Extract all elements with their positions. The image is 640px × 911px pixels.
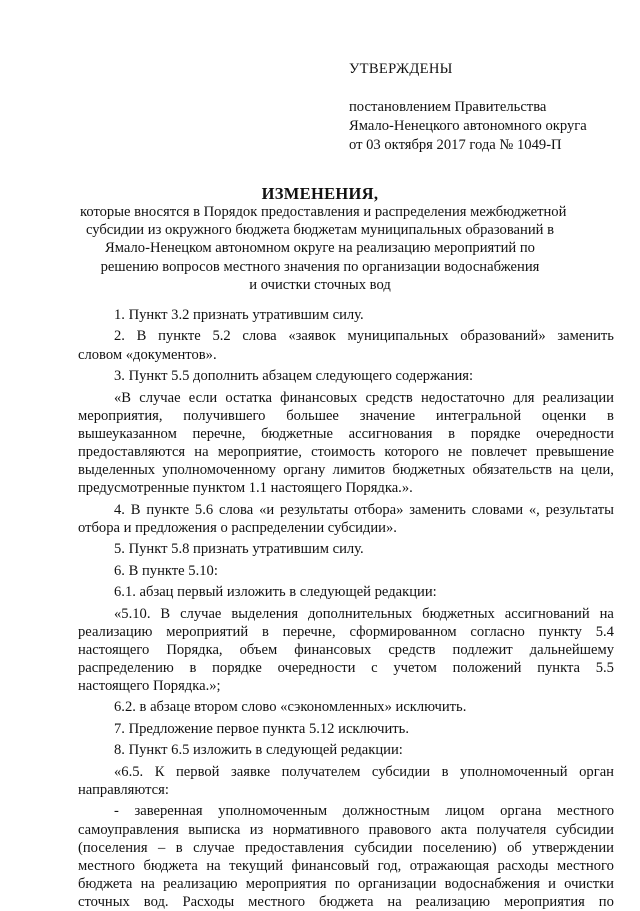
body-line: настоящего Порядка.»; xyxy=(78,677,221,694)
subtitle-line: субсидии из окружного бюджета бюджетам муниципальных образований в xyxy=(85,222,555,239)
subtitle-line: которые вносятся в Порядок предоставления и распределения межбюджетной xyxy=(80,204,567,220)
document-title: ИЗМЕНЕНИЯ, xyxy=(261,184,379,203)
body-line: - заверенная уполномоченным должностным лицом органа местного xyxy=(114,803,614,820)
body-line: бюджета на реализацию мероприятия по организации водоснабжения и очистки xyxy=(78,875,614,892)
body-line: «6.5. К первой заявке получателем субсидии в уполномоченный орган xyxy=(114,763,614,780)
body-line: вышеуказанном перечне, бюджетные ассигнования в порядке очередности xyxy=(78,425,614,442)
body-line: 4. В пункте 5.6 слова «и результаты отбора» заменить словами «, результаты xyxy=(114,501,614,518)
body-line: 6. В пункте 5.10: xyxy=(114,562,218,579)
body-line: 8. Пункт 6.5 изложить в следующей редакции: xyxy=(114,742,403,759)
body-line: местного бюджета на текущий финансовый год, отражающая расходы местного xyxy=(78,857,614,874)
approval-line: Ямало-Ненецкого автономного округа xyxy=(349,118,587,134)
body-line: направляются: xyxy=(78,781,169,798)
body-line: «В случае если остатка финансовых средств недостаточно для реализации xyxy=(114,389,614,406)
body-line: 3. Пункт 5.5 дополнить абзацем следующего содержания: xyxy=(114,368,474,385)
approval-block xyxy=(349,60,629,155)
approval-line: от 03 октября 2017 года № 1049-П xyxy=(349,137,562,153)
body-line: 5. Пункт 5.8 признать утратившим силу. xyxy=(114,541,364,558)
body-line: предусмотренные пунктом 1.1 настоящего Порядка.». xyxy=(78,480,413,497)
subtitle-line: и очистки сточных вод xyxy=(249,276,391,293)
document-body xyxy=(78,306,614,911)
body-line: реализацию мероприятий в перечне, сформированном согласно пункту 5.4 xyxy=(78,623,614,640)
document-subtitle xyxy=(80,203,567,294)
body-line: словом «документов». xyxy=(78,346,217,363)
body-line: предоставляются на мероприятие, стоимость которого не повлечет превышение xyxy=(78,443,614,460)
body-line: отбора и предложения о распределении субсидии». xyxy=(78,519,397,536)
body-line: мероприятия, получившего большее значение интегральной оценки в xyxy=(78,407,614,424)
body-line: 2. В пункте 5.2 слова «заявок муниципальных образований» заменить xyxy=(114,328,614,345)
body-line: выделенных уполномоченному органу лимитов бюджетных обязательств на цели, xyxy=(78,461,614,478)
body-line: 6.2. в абзаце втором слово «сэкономленных» исключить. xyxy=(114,699,467,716)
body-line: самоуправления выписка из нормативного правового акта получателя субсидии xyxy=(78,821,614,838)
body-line: (поселения – в случае предоставления субсидии поселению) об утверждении xyxy=(78,839,614,856)
subtitle-line: решению вопросов местного значения по организации водоснабжения xyxy=(100,258,540,275)
body-line: распределению в порядке очередности с учетом положений пункта 5.5 xyxy=(78,659,614,676)
approval-word: УТВЕРЖДЕНЫ xyxy=(349,61,453,77)
body-line: «5.10. В случае выделения дополнительных бюджетных ассигнований на xyxy=(114,605,614,622)
body-line: настоящего Порядка, объем финансовых средств подлежит дальнейшему xyxy=(78,641,614,658)
body-line: 6.1. абзац первый изложить в следующей редакции: xyxy=(114,584,437,601)
approval-line: постановлением Правительства xyxy=(349,99,547,115)
body-line: 7. Предложение первое пункта 5.12 исключить. xyxy=(114,720,409,737)
subtitle-line: Ямало-Ненецком автономном округе на реализацию мероприятий по xyxy=(105,240,535,257)
body-line: сточных вод. Расходы местного бюджета на реализацию мероприятия по xyxy=(78,893,614,910)
body-line: 1. Пункт 3.2 признать утратившим силу. xyxy=(114,307,364,323)
